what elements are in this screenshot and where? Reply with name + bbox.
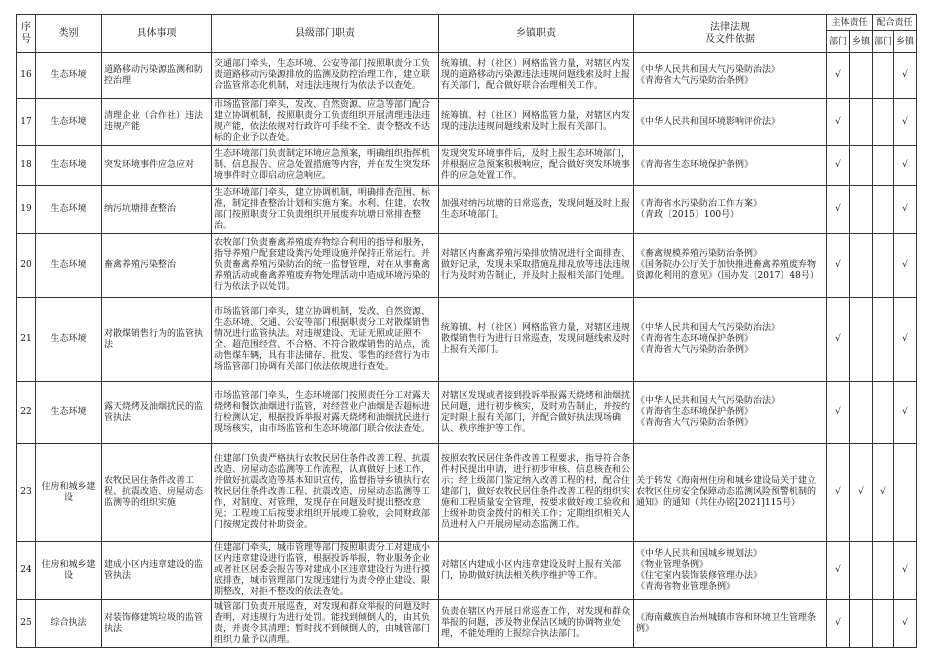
row-item: 畜禽养殖污染整治 [102, 234, 212, 298]
row-number: 24 [17, 542, 36, 600]
row-town-duty: 对辖区内建成小区内违章建设及时上报有关部门，协助做好执法相关秩序维护等工作。 [439, 542, 634, 600]
row-county-duty: 城管部门负责开展巡查，对发现和群众举报的问题及时查明，对违规行为进行处罚。能找到倾倒人的，由其负责，并责令其清理；暂时找不到倾倒人的，由城管部门组织力量予以清理。 [212, 600, 439, 648]
row-coop-dept-check [873, 146, 894, 186]
row-category: 生态环境 [36, 146, 102, 186]
row-county-duty: 市场监管部门牵头，发改、自然资源、应急等部门配合建立协调机制，按照职责分工负责组织开展清理违法违规产能，依法依规对行政许可手续不全、责令整改不达标的企业予以查处。 [212, 99, 439, 146]
row-item: 道路移动污染源监测和防控治理 [102, 53, 212, 99]
header-main-dept: 部门 [827, 31, 850, 53]
row-coop-dept-check [873, 53, 894, 99]
row-category: 住房和城乡建设 [36, 444, 102, 542]
table-row [17, 444, 917, 542]
row-main-dept-check: √ [827, 298, 850, 382]
row-coop-township-check: √ [894, 298, 917, 382]
row-legal-basis: 《中华人民共和国大气污染防治法》 《青海省大气污染防治条例》 [634, 53, 827, 99]
table-row [17, 146, 917, 186]
row-county-duty: 生态环境部门牵头，建立协调机制，明确排查范围、标准，制定排查整治计划和实施方案。水利、住建、农牧部门按照职责分工负责组织开展废弃坑塘日常排查整治。 [212, 186, 439, 234]
row-coop-dept-check [873, 600, 894, 648]
row-number: 21 [17, 298, 36, 382]
table-row [17, 53, 917, 99]
row-coop-township-check: √ [894, 542, 917, 600]
row-item: 农牧民居住条件改善工程、抗震改造、房屋动态监测等的组织实施 [102, 444, 212, 542]
row-main-township-check [850, 600, 873, 648]
row-category: 生态环境 [36, 53, 102, 99]
row-main-township-check [850, 542, 873, 600]
row-coop-township-check: √ [894, 600, 917, 648]
header-town-duty: 乡镇职责 [439, 15, 634, 53]
row-coop-township-check: √ [894, 382, 917, 444]
row-category: 综合执法 [36, 600, 102, 648]
row-town-duty: 统筹镇、村（社区）网格监管力量，对辖区内发现的违法违规问题线索及时上报有关部门。 [439, 99, 634, 146]
row-coop-township-check: √ [894, 186, 917, 234]
row-number: 23 [17, 444, 36, 542]
row-coop-township-check: √ [894, 99, 917, 146]
row-coop-township-check: √ [894, 146, 917, 186]
row-main-township-check [850, 99, 873, 146]
row-number: 16 [17, 53, 36, 99]
row-item: 突发环境事件应急应对 [102, 146, 212, 186]
header-legal-basis: 法律法规 及文件依据 [634, 15, 827, 53]
responsibility-table-sheet [16, 14, 917, 648]
table-row [17, 542, 917, 600]
table-row [17, 186, 917, 234]
row-coop-dept-check [873, 234, 894, 298]
row-coop-dept-check [873, 298, 894, 382]
row-legal-basis: 《海南藏族自治州城镇市容和环境卫生管理条例》 [634, 600, 827, 648]
row-town-duty: 负责在辖区内开展日常巡查工作，对发现和群众举报的问题，涉及物业保洁区域的协调物业处理，不能处理的上报综合执法部门。 [439, 600, 634, 648]
header-county-duty: 县级部门职责 [212, 15, 439, 53]
row-item: 对装饰修建筑垃圾的监管执法 [102, 600, 212, 648]
row-item: 对散煤销售行为的监管执法 [102, 298, 212, 382]
row-main-dept-check: √ [827, 444, 850, 542]
row-legal-basis: 《中华人民共和国大气污染防治法》 《青海省生态环境保护条例》 《青海省大气污染防治条例》 [634, 298, 827, 382]
row-main-dept-check: √ [827, 53, 850, 99]
table-row [17, 298, 917, 382]
row-main-dept-check: √ [827, 234, 850, 298]
row-coop-dept-check [873, 99, 894, 146]
header-coop-township: 乡镇 [894, 31, 917, 53]
row-number: 25 [17, 600, 36, 648]
row-main-dept-check: √ [827, 382, 850, 444]
row-main-township-check [850, 186, 873, 234]
table-row [17, 99, 917, 146]
row-legal-basis: 《青海省生态环境保护条例》 [634, 146, 827, 186]
row-county-duty: 市场监管部门牵头，生态环境部门按照责任分工对露天烧烤和餐饮油烟进行监管，对经营业户油烟是否超标进行检测认定，根据投诉举报对露天烧烤和油烟扰民进行现场核实，由市场监管和生态环境部门联合依法查处。 [212, 382, 439, 444]
row-category: 生态环境 [36, 234, 102, 298]
header-category: 类别 [36, 15, 102, 53]
row-main-dept-check: √ [827, 146, 850, 186]
row-legal-basis: 关于转发《海南州住房和城乡建设局关于建立农牧区住房安全保障动态监测风险预警机制的通知》的通知（共住办铭[2021]115号） [634, 444, 827, 542]
row-county-duty: 住建部门牵头，城市管理等部门按照职责分工对建成小区内违章建设进行监管，根据投诉举报，物业服务企业或者社区居委会报告等对建成小区违章建设行为进行摸底排查，城市管理部门发现违建行为责令停止建设、限期整改，对拒不整改的依法查处。 [212, 542, 439, 600]
row-town-duty: 统筹镇、村（社区）网格监管力量，对辖区内发现的道路移动污染源违法违规问题线索及时上报有关部门，配合做好联合治理相关工作。 [439, 53, 634, 99]
row-coop-township-check: √ [894, 53, 917, 99]
table-body [17, 53, 917, 648]
header-seq: 序号 [17, 15, 36, 53]
row-legal-basis: 《畜禽规模养殖污染防治条例》 《国务院办公厅关于加快推进畜禽养殖废弃物资源化利用的意见》（国办发〔2017〕48号） [634, 234, 827, 298]
row-main-dept-check: √ [827, 186, 850, 234]
row-town-duty: 按照农牧民居住条件改善工程要求，指导符合条件村民提出申请，进行初步审核、信息核查和公示；经上级部门鉴定纳入改善工程的村，配合住建部门，做好农牧民居住条件改善工程的组织实施和工程质量安全管理，按要求做好竣工验收和上级补助资金拨付的相关工作；定期组织相关人员进村入户开展房屋动态监测工作。 [439, 444, 634, 542]
header-main-responsibility: 主体责任 [827, 15, 873, 31]
row-number: 22 [17, 382, 36, 444]
row-town-duty: 对辖区内畜禽养殖污染排放情况进行全面排查、做好记录，发现未采取措施乱排乱放等违法违规行为及时劝告制止，并及时上报相关部门处理。 [439, 234, 634, 298]
row-town-duty: 发现突发环境事件后，及时上报生态环境部门，并根据应急预案积极响应，配合做好突发环境事件的应急处置工作。 [439, 146, 634, 186]
row-number: 19 [17, 186, 36, 234]
row-coop-township-check [894, 444, 917, 542]
row-town-duty: 统筹镇、村（社区）网格监管力量，对辖区违规散煤销售行为进行日常巡查，发现问题线索及时上报有关部门。 [439, 298, 634, 382]
row-main-township-check [850, 146, 873, 186]
header-coop-responsibility: 配合责任 [873, 15, 917, 31]
row-item: 建成小区内违章建设的监管执法 [102, 542, 212, 600]
row-town-duty: 加强对纳污坑塘的日常巡查，发现问题及时上报生态环境部门。 [439, 186, 634, 234]
row-coop-dept-check [873, 542, 894, 600]
row-category: 生态环境 [36, 298, 102, 382]
row-county-duty: 生态环境部门负责制定环境应急预案，明确组织指挥机制、信息报告、应急处置措施等内容，并在发生突发环境事件时立即启动应急响应。 [212, 146, 439, 186]
row-county-duty: 交通部门牵头，生态环境、公安等部门按照职责分工负责道路移动污染源排放的监测及防控治理工作，建立联合监管常态化机制，对违法违规行为依法予以查处。 [212, 53, 439, 99]
row-county-duty: 农牧部门负责畜禽养殖废弃物综合利用的指导和服务，指导养殖户配套建设粪污处理设施并保持正常运行。并负责畜禽养殖污染防治的统一监督管理，对在从事畜禽养殖活动或畜禽养殖废弃物处理活动中造成环境污染的行为依法予以处罚。 [212, 234, 439, 298]
row-category: 生态环境 [36, 382, 102, 444]
row-main-township-check: √ [850, 444, 873, 542]
row-main-township-check [850, 298, 873, 382]
row-number: 17 [17, 99, 36, 146]
row-category: 住房和城乡建设 [36, 542, 102, 600]
header-coop-dept: 部门 [873, 31, 894, 53]
row-main-dept-check: √ [827, 99, 850, 146]
row-main-township-check [850, 234, 873, 298]
row-main-dept-check: √ [827, 542, 850, 600]
row-item: 清理企业（合作社）违法违规产能 [102, 99, 212, 146]
row-legal-basis: 《中华人民共和国城乡规划法》 《物业管理条例》 《住宅室内装饰装修管理办法》 《青海省物业管理条例》 [634, 542, 827, 600]
responsibility-table [16, 14, 917, 648]
row-legal-basis: 《中华人民共和国环境影响评价法》 [634, 99, 827, 146]
row-coop-dept-check [873, 382, 894, 444]
row-legal-basis: 《中华人民共和国大气污染防治法》 《青海省生态环境保护条例》 《青海省大气污染防治条例》 [634, 382, 827, 444]
row-category: 生态环境 [36, 186, 102, 234]
row-number: 18 [17, 146, 36, 186]
header-item: 具体事项 [102, 15, 212, 53]
table-row [17, 600, 917, 648]
table-row [17, 234, 917, 298]
row-coop-dept-check: √ [873, 444, 894, 542]
row-coop-township-check: √ [894, 234, 917, 298]
row-legal-basis: 《青海省水污染防治工作方案》 （青政〔2015〕100号） [634, 186, 827, 234]
row-county-duty: 市场监管部门牵头，建立协调机制，发改、自然资源、生态环境、交通、公安等部门根据职责分工对散煤销售情况进行监管执法。对违规建设、无证无照或证照不全、超范围经营、不合格、不符合散煤销售的站点，流动售煤车辆，具有非法储存、批发、零售的经营行为市场监管部门协调有关部门依法依规进行查处。 [212, 298, 439, 382]
header-main-township: 乡镇 [850, 31, 873, 53]
row-town-duty: 对辖区发现或者接到投诉举报露天烧烤和油烟扰民问题，进行初步核实，及时劝告制止，并按约定时限上报有关部门，并配合做好执法现场确认、秩序维护等工作。 [439, 382, 634, 444]
row-main-township-check [850, 382, 873, 444]
row-main-township-check [850, 53, 873, 99]
row-coop-dept-check [873, 186, 894, 234]
row-county-duty: 住建部门负责严格执行农牧民居住条件改善工程、抗震改造、房屋动态监测等工作流程，认真做好上述工作，并做好抗震改造等基本知识宣传，监督指导乡镇执行农牧民居住条件改善工程、抗震改造、房屋动态监测等工作，对制度、对管理，发现存在问题及时提出整改意见；工程竣工后按要求组织开展竣工验收，会同财政部门按规定拨付补助资金。 [212, 444, 439, 542]
row-item: 纳污坑塘排查整治 [102, 186, 212, 234]
row-main-dept-check: √ [827, 600, 850, 648]
row-number: 20 [17, 234, 36, 298]
table-row [17, 382, 917, 444]
row-category: 生态环境 [36, 99, 102, 146]
row-item: 露天烧烤及油烟扰民的监管执法 [102, 382, 212, 444]
